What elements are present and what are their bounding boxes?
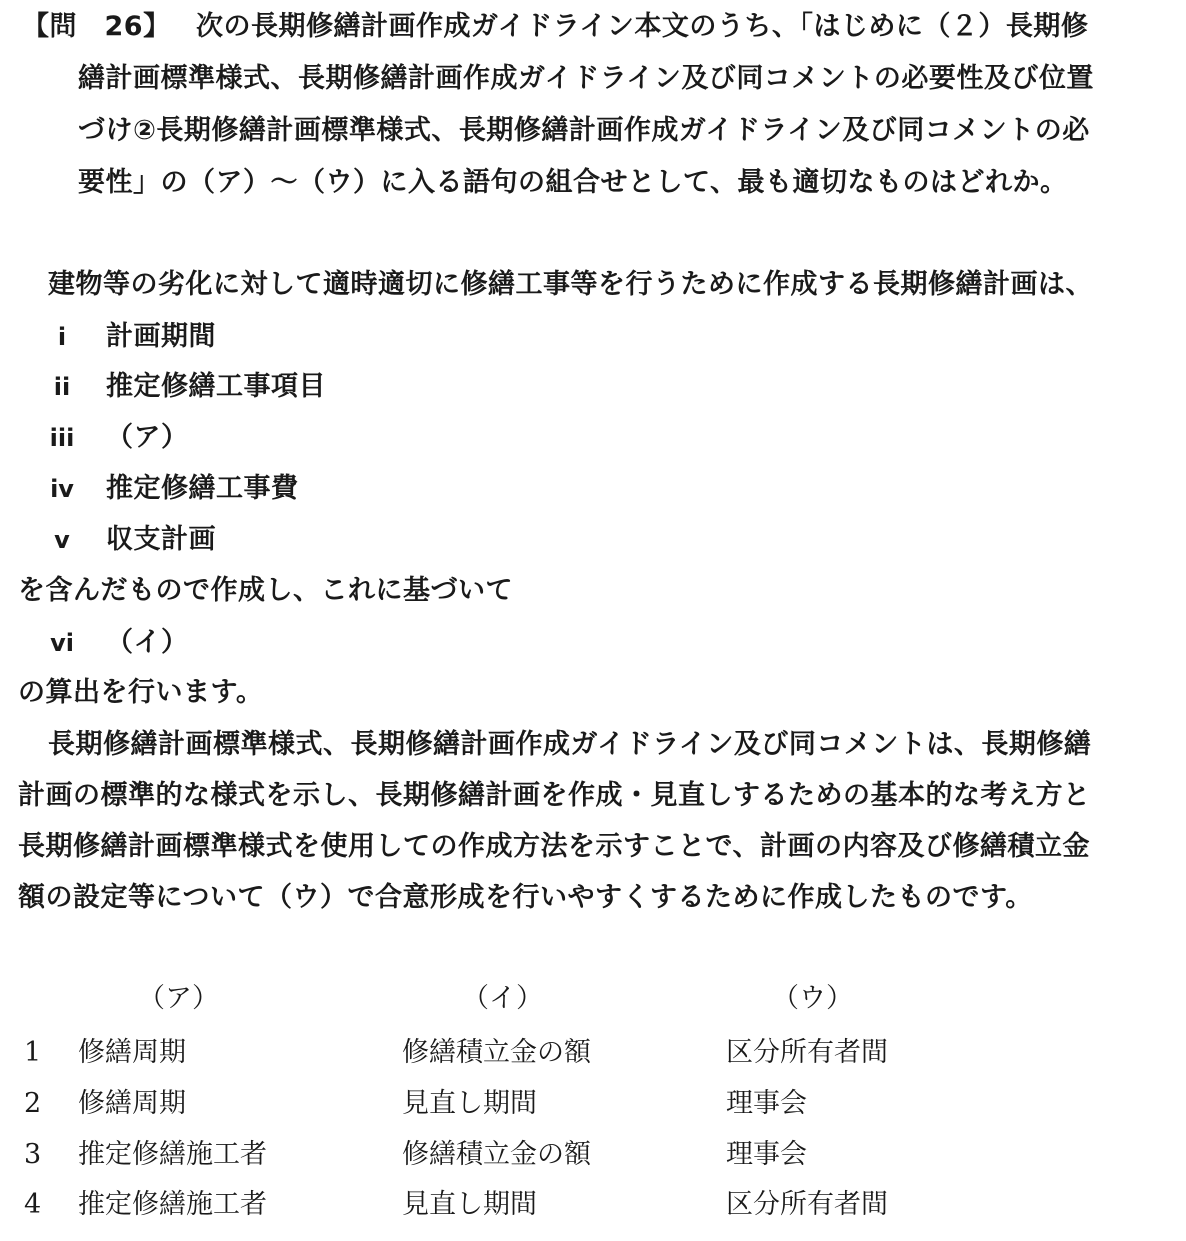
passage-mid: を含んだもので作成し、これに基づいて [18, 575, 513, 606]
paragraph-line-1: 長期修繕計画標準様式、長期修繕計画作成ガイドライン及び同コメントは、長期修繕 [48, 729, 1092, 760]
paragraph-line-4: 額の設定等について（ウ）で合意形成を行いやすくするために作成したものです。 [18, 882, 1033, 913]
choice-a: 修繕周期 [78, 1037, 186, 1068]
question-line-3: づけ②長期修繕計画標準様式、長期修繕計画作成ガイドライン及び同コメントの必 [78, 115, 1090, 146]
choice-a: 修繕周期 [78, 1088, 186, 1119]
choice-number: 2 [24, 1088, 42, 1119]
list-item-text: 収支計画 [106, 524, 216, 555]
list-item-number: i [57, 323, 67, 351]
list-item-text: 計画期間 [106, 321, 216, 352]
choice-number: 4 [24, 1189, 42, 1220]
paragraph-line-3: 長期修繕計画標準様式を使用しての作成方法を示すことで、計画の内容及び修繕積立金 [18, 831, 1090, 862]
passage-intro: 建物等の劣化に対して適時適切に修繕工事等を行うために作成する長期修繕計画は、 [48, 269, 1093, 300]
choice-c: 理事会 [726, 1139, 807, 1170]
column-header-a: （ア） [138, 983, 219, 1014]
list-item-number: iv [50, 475, 74, 503]
column-header-c: （ウ） [772, 983, 853, 1014]
list-item-number: v [54, 526, 70, 554]
choice-b: 見直し期間 [402, 1189, 537, 1220]
passage-after: の算出を行います。 [18, 677, 264, 708]
choice-b: 見直し期間 [402, 1088, 537, 1119]
choice-c: 区分所有者間 [726, 1037, 888, 1068]
list-item-text: 推定修繕工事費 [106, 473, 299, 504]
choice-b: 修繕積立金の額 [402, 1037, 591, 1068]
choice-c: 理事会 [726, 1088, 807, 1119]
list-item-text: 推定修繕工事項目 [106, 371, 326, 402]
choice-number: 1 [24, 1037, 42, 1068]
choice-c: 区分所有者間 [726, 1189, 888, 1220]
question-line-1: 次の長期修繕計画作成ガイドライン本文のうち、「はじめに（２）長期修 [196, 11, 1089, 42]
question-number: 【問 26】 [22, 11, 171, 42]
list-item-text: （ア） [106, 422, 189, 453]
choice-number: 3 [24, 1139, 42, 1170]
list-item-number: iii [49, 424, 75, 452]
paragraph-line-2: 計画の標準的な様式を示し、長期修繕計画を作成・見直しするための基本的な考え方と [18, 780, 1091, 811]
list-item-text: （イ） [106, 627, 189, 658]
question-line-2: 繕計画標準様式、長期修繕計画作成ガイドライン及び同コメントの必要性及び位置 [78, 63, 1094, 94]
choice-a: 推定修繕施工者 [78, 1139, 267, 1170]
question-line-4: 要性」の（ア）～（ウ）に入る語句の組合せとして、最も適切なものはどれか。 [78, 167, 1068, 198]
choice-b: 修繕積立金の額 [402, 1139, 591, 1170]
column-header-b: （イ） [462, 983, 543, 1014]
list-item-number: vi [50, 629, 74, 657]
choice-a: 推定修繕施工者 [78, 1189, 267, 1220]
list-item-number: ii [53, 373, 71, 401]
